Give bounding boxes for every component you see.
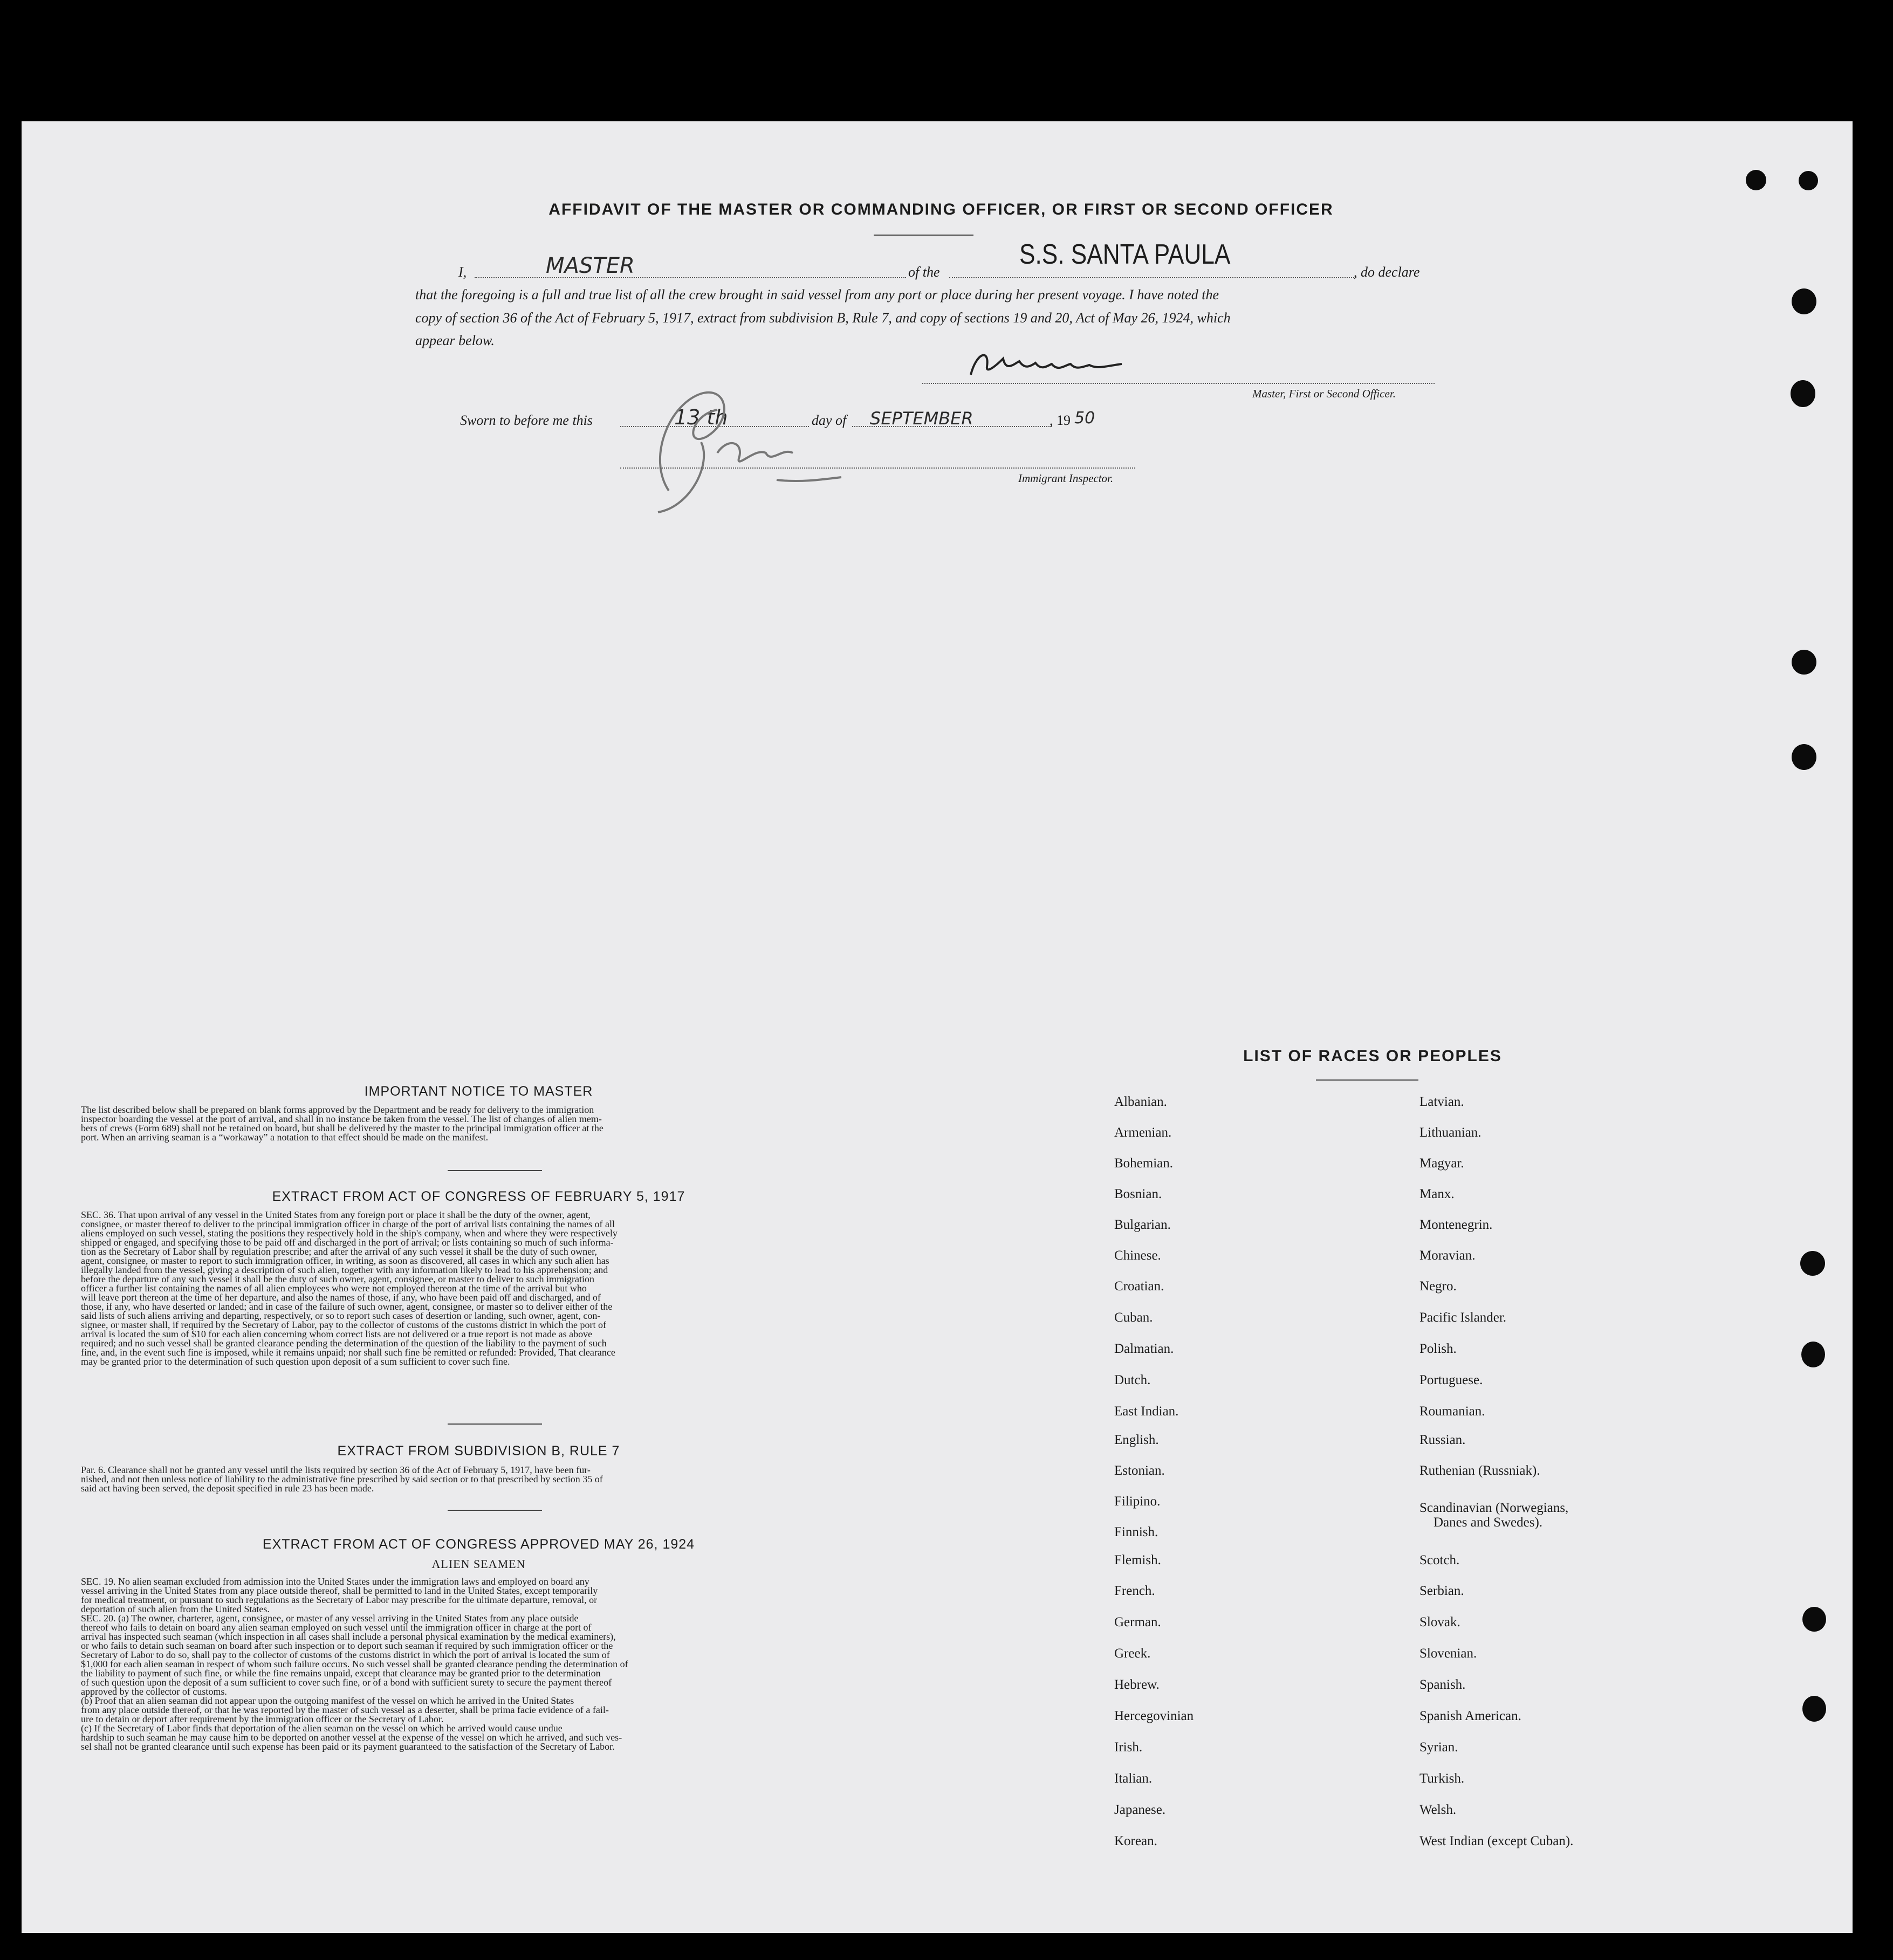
text-line: aliens employed on such vessel, stating the positions they respectively hold in the ship's company, when and where they were respectively	[81, 1228, 618, 1239]
declaration-line-3: appear below.	[415, 333, 495, 348]
race-item: Flemish.	[1114, 1553, 1161, 1567]
race-item: Bosnian.	[1114, 1187, 1162, 1201]
title-divider	[874, 235, 973, 236]
master-signature-line	[922, 383, 1435, 384]
sworn-label: Sworn to before me this	[460, 412, 593, 428]
vessel-value: S.S. SANTA PAULA	[1019, 239, 1231, 270]
race-item: Spanish American.	[1419, 1709, 1521, 1723]
race-item: East Indian.	[1114, 1404, 1179, 1419]
text-line: Par. 6. Clearance shall not be granted any vessel until the lists required by section 36 of the Act of February 5, 1917, have been fur-	[81, 1464, 591, 1475]
race-item: Bohemian.	[1114, 1156, 1174, 1171]
race-item: West Indian (except Cuban).	[1419, 1834, 1574, 1848]
race-item: Polish.	[1419, 1342, 1457, 1356]
section-divider	[448, 1510, 542, 1511]
text-line: required; and no such vessel shall be granted clearance pending the determination of the question of the liability to the payment of such	[81, 1338, 607, 1349]
race-item: Manx.	[1419, 1187, 1455, 1201]
text-line: approved by the collector of customs.	[81, 1686, 227, 1697]
punch-hole	[1791, 380, 1815, 407]
race-item: Albanian.	[1114, 1095, 1167, 1109]
race-item: Slovenian.	[1419, 1646, 1477, 1661]
section-divider	[448, 1423, 542, 1425]
race-item: Italian.	[1114, 1771, 1153, 1786]
text-line: will leave port thereon at the time of her departure, and also the names of those, if any, who have been paid off and discharged, and of	[81, 1292, 601, 1303]
race-item: Bulgarian.	[1114, 1218, 1171, 1232]
race-item: Roumanian.	[1419, 1404, 1485, 1419]
month-value: SEPTEMBER	[870, 408, 973, 429]
text-line: the liability to payment of such fine, or while the fine remains unpaid, except that clearance may be granted prior to the determination	[81, 1668, 601, 1679]
races-divider	[1316, 1079, 1418, 1081]
text-line: SEC. 20. (a) The owner, charterer, agent, consignee, or master of any vessel arriving in the United States from any place outside	[81, 1613, 579, 1624]
text-line: those, if any, who have deserted or landed; and in case of the failure of such owner, agent, consignee, or master so to deliver either of the	[81, 1301, 613, 1312]
race-item: Pacific Islander.	[1419, 1310, 1507, 1325]
text-line: SEC. 36. That upon arrival of any vessel in the United States from any foreign port or place it shall be the duty of the owner, agent,	[81, 1209, 591, 1220]
race-item: Ruthenian (Russniak).	[1419, 1463, 1540, 1478]
text-line: shipped or engaged, and specifying those to be paid off and discharged in the port of arrival; or lists containing so much of such informa-	[81, 1237, 614, 1248]
race-item: Danes and Swedes).	[1434, 1515, 1543, 1530]
text-line: nished, and not then unless notice of liability to the administrative fine prescribed by said section or to that prescribed by section 35 of	[81, 1474, 603, 1484]
text-line: may be granted prior to the determination of such question upon deposit of a sum sufficient to cover such fine.	[81, 1356, 510, 1367]
text-line: hardship to such seaman he may cause him to be deported on another vessel at the expense of the vessel on which he arrived, and such ves-	[81, 1732, 622, 1743]
text-line: from any place outside thereof, or that he was reported by the master of such vessel as a deserter, shall be prima facie evidence of a fail-	[81, 1704, 609, 1715]
race-item: English.	[1114, 1433, 1159, 1447]
race-item: Croatian.	[1114, 1279, 1164, 1294]
race-item: Japanese.	[1114, 1803, 1166, 1817]
race-item: Magyar.	[1419, 1156, 1464, 1171]
race-item: Hercegovinian	[1114, 1709, 1194, 1723]
race-item: German.	[1114, 1615, 1161, 1629]
day-of-label: day of	[812, 412, 847, 428]
text-line: for medical treatment, or pursuant to such regulations as the Secretary of Labor may prescribe for the ultimate departure, removal, or	[81, 1594, 598, 1605]
text-line: Secretary of Labor to do so, shall pay to the collector of customs of the customs district in which the port of arrival is located the sum of	[81, 1649, 610, 1660]
race-item: Lithuanian.	[1419, 1125, 1482, 1140]
text-line: vessel arriving in the United States from any place outside thereof, shall be permitted to land in the United States, except temporarily	[81, 1585, 598, 1596]
race-item: Filipino.	[1114, 1494, 1161, 1509]
race-item: Scandinavian (Norwegians,	[1419, 1501, 1569, 1515]
race-item: Armenian.	[1114, 1125, 1172, 1140]
race-item: Chinese.	[1114, 1248, 1161, 1263]
vessel-line	[949, 277, 1356, 278]
text-line: thereof who fails to detain on board any alien seaman employed on such vessel until the immigration officer in charge at the port of	[81, 1622, 592, 1633]
text-line: consignee, or master thereof to deliver to the principal immigration officer in charge of the port of arrival lists containing the names of all	[81, 1219, 615, 1229]
section-divider	[448, 1170, 542, 1171]
text-line: or who fails to detain such seaman on board after such inspection or to deport such seaman if required by such immigration officer or the	[81, 1640, 613, 1651]
rule7-text	[81, 1466, 876, 1493]
inspector-signature-line	[620, 467, 1135, 469]
punch-hole	[1802, 1607, 1826, 1632]
race-item: Estonian.	[1114, 1463, 1165, 1478]
inspector-caption: Immigrant Inspector.	[1018, 472, 1114, 485]
notice-line: inspector boarding the vessel at the port of arrival, and shall in no instance be taken from the vessel. The list of changes of alien mem-	[81, 1113, 602, 1124]
year-value: 50	[1074, 409, 1095, 428]
race-item: Cuban.	[1114, 1310, 1153, 1325]
affidavit-title: AFFIDAVIT OF THE MASTER OR COMMANDING OFFICER, OR FIRST OR SECOND OFFICER	[548, 201, 1334, 218]
race-item: Welsh.	[1419, 1803, 1457, 1817]
text-line: said act having been served, the deposit specified in rule 23 has been made.	[81, 1483, 374, 1494]
text-line: said lists of such aliens arriving and departing, respectively, or so to report such cases of desertion or landing, such owner, agent, con-	[81, 1310, 601, 1321]
notice-text	[81, 1105, 876, 1142]
punch-hole	[1799, 171, 1818, 190]
text-line: SEC. 19. No alien seaman excluded from admission into the United States under the immigration laws and employed on board any	[81, 1576, 589, 1587]
race-item: Finnish.	[1114, 1525, 1158, 1539]
extract-1924-subtitle: ALIEN SEAMEN	[431, 1557, 526, 1571]
race-item: Latvian.	[1419, 1095, 1464, 1109]
race-item: Scotch.	[1419, 1553, 1460, 1567]
race-item: Montenegrin.	[1419, 1218, 1493, 1232]
master-caption: Master, First or Second Officer.	[1252, 387, 1396, 400]
race-item: Slovak.	[1419, 1615, 1460, 1629]
race-item: Portuguese.	[1419, 1373, 1483, 1387]
punch-hole	[1792, 744, 1816, 770]
inspector-signature	[636, 372, 852, 523]
race-item: Turkish.	[1419, 1771, 1465, 1786]
text-line: officer a further list containing the names of all alien employees who were not employed thereon at the time of the arrival but who	[81, 1283, 587, 1294]
name-line	[475, 277, 906, 278]
notice-line: port. When an arriving seaman is a “workaway” a notation to that effect should be made on the manifest.	[81, 1132, 489, 1143]
punch-hole	[1792, 650, 1816, 675]
notice-line: The list described below shall be prepared on blank forms approved by the Department and be ready for delivery to the immigration	[81, 1104, 594, 1115]
name-value: MASTER	[546, 253, 635, 278]
notice-line: bers of crews (Form 689) shall not be retained on board, but shall be delivered by the master to the principal immigration officer at the	[81, 1123, 603, 1133]
extract-1924-title: EXTRACT FROM ACT OF CONGRESS APPROVED MAY 26, 1924	[262, 1537, 695, 1552]
text-line: illegally landed from the vessel, giving a description of such alien, together with any information likely to lead to his apprehension; and	[81, 1264, 608, 1275]
punch-hole	[1792, 288, 1816, 314]
race-item: Moravian.	[1419, 1248, 1476, 1263]
extract-1917-title: EXTRACT FROM ACT OF CONGRESS OF FEBRUARY 5, 1917	[272, 1189, 685, 1204]
text-line: before the departure of any such vessel it shall be the duty of such owner, agent, consignee, or master to deliver to such immigration	[81, 1274, 594, 1284]
race-item: Russian.	[1419, 1433, 1466, 1447]
race-item: Syrian.	[1419, 1740, 1458, 1755]
race-item: Dutch.	[1114, 1373, 1151, 1387]
text-line: sel shall not be granted clearance until such expense has been paid or its payment guaranteed to the satisfaction of the Secretary of Labor.	[81, 1741, 615, 1752]
race-item: Serbian.	[1419, 1584, 1464, 1598]
do-declare-label: , do declare	[1354, 264, 1420, 280]
text-line: (b) Proof that an alien seaman did not appear upon the outgoing manifest of the vessel on which he arrived in the United States	[81, 1695, 574, 1706]
text-line: signee, or master shall, if required by the Secretary of Labor, pay to the collector of customs of the customs district in which the port of	[81, 1319, 607, 1330]
master-signature	[965, 342, 1133, 386]
of-the-label: of the	[908, 264, 940, 280]
day-value: 13 th	[674, 405, 728, 429]
race-item: Greek.	[1114, 1646, 1151, 1661]
race-item: French.	[1114, 1584, 1155, 1598]
race-item: Spanish.	[1419, 1677, 1466, 1692]
i-label: I,	[458, 264, 467, 280]
text-line: arrival is located the sum of $10 for each alien concerning whom correct lists are not delivered or a true report is not made as above	[81, 1329, 593, 1339]
text-line: $1,000 for each alien seaman in respect of whom such failure occurs. No such vessel shall be granted clearance pending the determination of	[81, 1659, 628, 1669]
text-line: agent, consignee, or master to report to such immigration officer, in writing, as soon as discovered, all cases in which any such alien has	[81, 1255, 609, 1266]
text-line: ure to detain or deport after requirement by the immigration officer or the Secretary of Labor.	[81, 1714, 444, 1724]
notice-title: IMPORTANT NOTICE TO MASTER	[364, 1084, 593, 1099]
extract-1924-text	[81, 1577, 876, 1751]
declaration-line-1: that the foregoing is a full and true list of all the crew brought in said vessel from any port or place during her present voyage. I have noted the	[415, 287, 1219, 302]
punch-hole	[1800, 1251, 1825, 1276]
race-item: Korean.	[1114, 1834, 1157, 1848]
punch-hole	[1802, 1696, 1826, 1722]
declaration-line-2: copy of section 36 of the Act of February 5, 1917, extract from subdivision B, Rule 7, and copy of sections 19 and 20, Act of May 26, 1924, which	[415, 310, 1231, 326]
race-item: Negro.	[1419, 1279, 1457, 1294]
text-line: tion as the Secretary of Labor shall by regulation prescribe; and after the arrival of any such vessel it shall be the duty of such owner,	[81, 1246, 597, 1257]
text-line: (c) If the Secretary of Labor finds that deportation of the alien seaman on the vessel on which he arrived would cause undue	[81, 1723, 563, 1734]
punch-hole	[1801, 1342, 1825, 1367]
year-prefix: , 19	[1050, 412, 1071, 428]
race-item: Dalmatian.	[1114, 1342, 1174, 1356]
text-line: arrival has inspected such seaman (which inspection in all cases shall include a personal physical examination by the medical examiners),	[81, 1631, 616, 1642]
punch-hole	[1746, 170, 1766, 190]
race-item: Irish.	[1114, 1740, 1143, 1755]
text-line: fine, and, in the event such fine is imposed, while it remains unpaid; nor shall such fine be remitted or refunded: Provided, That clearance	[81, 1347, 615, 1358]
race-item: Hebrew.	[1114, 1677, 1160, 1692]
extract-1917-text	[81, 1211, 876, 1366]
text-line: deportation of such alien from the United States.	[81, 1604, 270, 1614]
rule7-title: EXTRACT FROM SUBDIVISION B, RULE 7	[337, 1443, 620, 1459]
races-title: LIST OF RACES OR PEOPLES	[1243, 1047, 1502, 1065]
text-line: of such question upon the deposit of a sum sufficient to cover such fine, or of a bond with sufficient surety to secure the payment thereof	[81, 1677, 612, 1688]
